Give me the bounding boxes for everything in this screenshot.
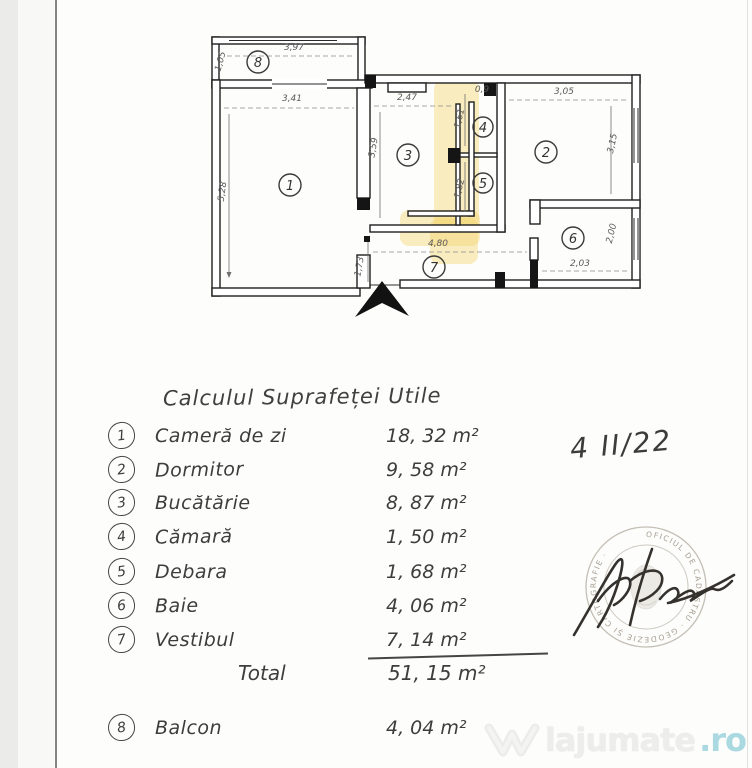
dim-balcony-length: 3,97 — [283, 43, 305, 53]
stamp-ring-text: OFICIUL DE CADASTRU · GEODEZIE ȘI CARTOGRAFIE · — [588, 529, 704, 645]
room-number-3: 3 — [403, 149, 413, 164]
room-number-4: 4 — [478, 121, 488, 136]
room-name: Cameră de zi — [155, 424, 287, 447]
room-name: Cămară — [154, 524, 233, 549]
room-marker-2 — [535, 141, 557, 163]
room-marker-1 — [279, 174, 301, 196]
area-calculation-table — [108, 378, 628, 768]
dim-balcony-width: 1,05 — [213, 50, 229, 73]
table-row-balcony — [108, 714, 467, 741]
dim-hall-width: 4,80 — [427, 239, 449, 249]
dim-room6-height: 2,00 — [604, 222, 620, 245]
dim-room4-width: 0,9 — [474, 85, 490, 95]
dim-room3-width: 2,47 — [396, 93, 418, 103]
total-label: Total — [238, 661, 286, 685]
row-number-badge: 7 — [106, 624, 136, 654]
row-number-badge: 5 — [106, 556, 136, 586]
room-number-1: 1 — [285, 179, 295, 194]
table-row — [108, 523, 467, 550]
row-number-badge: 1 — [106, 420, 136, 450]
room-area: 18, 32 m² — [386, 424, 479, 447]
room-area: 9, 58 m² — [386, 458, 467, 481]
scan-right-edge-line — [747, 0, 748, 768]
room-area: 4, 04 m² — [386, 716, 467, 739]
dim-room3-height: 3,59 — [367, 136, 381, 159]
room-number-2: 2 — [541, 146, 551, 161]
official-stamp — [568, 515, 744, 667]
room-name: Baie — [154, 594, 199, 617]
room-area: 1, 50 m² — [386, 525, 467, 548]
scan-paper-edge-line — [55, 0, 57, 768]
table-row — [108, 626, 467, 653]
table-row — [108, 456, 467, 483]
row-number-badge: 4 — [106, 521, 136, 551]
scan-margin-strip — [0, 0, 18, 768]
lajumate-logo-icon — [483, 718, 541, 762]
room-marker-8 — [247, 51, 269, 73]
highlight-marker — [400, 80, 480, 264]
room-number-6: 6 — [568, 232, 578, 247]
watermark-tld: .ro — [699, 721, 746, 759]
room-name: Debara — [155, 560, 228, 583]
total-sum-line — [368, 652, 548, 659]
interior-walls — [357, 75, 640, 288]
table-row — [108, 489, 467, 516]
row-number-badge: 2 — [106, 454, 136, 484]
room-number-8: 8 — [253, 56, 263, 71]
room-marker-6 — [562, 227, 584, 249]
room-area: 4, 06 m² — [386, 594, 467, 617]
table-title: Calculul Suprafeței Utile — [162, 383, 442, 411]
site-watermark — [483, 718, 746, 762]
room-area: 7, 14 m² — [386, 628, 467, 651]
dim-room2-height: 3,15 — [606, 132, 621, 155]
table-row — [108, 558, 467, 585]
dim-room5-height: 1,82 — [452, 177, 468, 200]
row-number-badge: 8 — [106, 712, 136, 742]
dim-room1-height: 5,28 — [216, 181, 230, 203]
table-row — [108, 422, 479, 449]
room-name: Bucătărie — [155, 491, 251, 514]
room-area: 8, 87 m² — [386, 491, 467, 514]
room-name: Dormitor — [154, 457, 244, 482]
highlighted-wall-foot — [408, 211, 474, 216]
dim-room6-width: 2,03 — [569, 259, 591, 269]
room-number-7: 7 — [429, 261, 439, 276]
dim-room2-width: 3,05 — [553, 87, 575, 97]
highlighted-wall-vertical — [469, 102, 474, 216]
room-marker-3 — [397, 144, 419, 166]
dim-room1-width: 3,41 — [281, 94, 303, 104]
total-value: 51, 15 m² — [388, 661, 486, 685]
room-name: Balcon — [155, 716, 223, 739]
room-name: Vestibul — [155, 628, 235, 651]
watermark-name: lajumate — [544, 721, 696, 759]
row-number-badge: 6 — [106, 590, 136, 620]
handwritten-date: 4 II/22 — [568, 423, 674, 466]
dim-hall-door: 1,73 — [353, 255, 367, 278]
room-number-5: 5 — [478, 177, 488, 192]
table-row — [108, 592, 467, 619]
dim-room4-height: 1,61 — [452, 107, 468, 130]
row-number-badge: 3 — [106, 487, 136, 517]
floor-plan-drawing — [132, 20, 652, 320]
room-area: 1, 68 m² — [386, 560, 467, 583]
scan-margin-strip-light — [18, 0, 54, 768]
